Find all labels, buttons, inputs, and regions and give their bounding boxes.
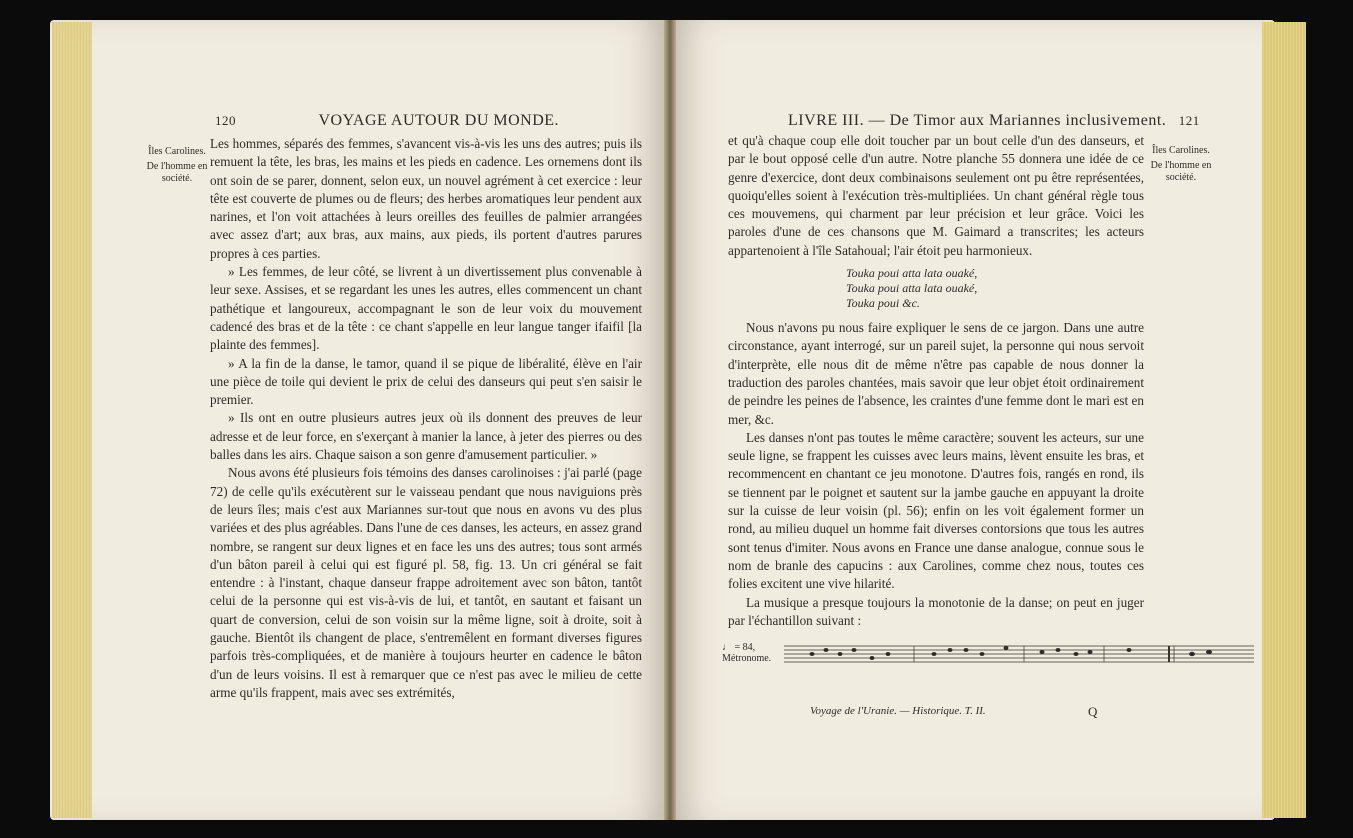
right-running-head [788, 112, 1200, 130]
metronome-marking [722, 642, 771, 664]
left-title: VOYAGE AUTOUR DU MONDE. [318, 112, 560, 129]
left-margin-note-1: Îles Carolines. [148, 146, 206, 157]
right-margin-note-2: De l'homme en société. [1150, 160, 1212, 183]
left-margin-note-2: De l'homme en société. [146, 161, 208, 184]
left-paragraph-3: » A la fin de la danse, le tamor, quand il se pique de libéralité, élève en l'air une pièce de toile qui devient le prix de celui des danseurs qui peut s'en saisir le premier. [210, 355, 642, 408]
left-page-edges [52, 22, 92, 818]
left-paragraph-4: » Ils ont en outre plusieurs autres jeux où ils donnent des preuves de leur adresse et de leur force, en s'exerçant à manier la lance, à jeter des pierres ou des balles dans les airs. Chaque saison a son genre d'amusement particulier. » [210, 410, 642, 463]
right-page-edges [1262, 22, 1306, 818]
verse-line-3: Touka poui &c. [846, 296, 920, 311]
left-paragraph-5: Nous avons été plusieurs fois témoins des danses carolinoises : j'ai parlé (page 72) de celle qu'ils exécutèrent sur le vaisseau pendant que nous naviguions près de leurs îles; mais c'est aux Mariannes sur-tout que nous en avons vu des plus variées et des plus agréables. Dans l'une de ces danses, les acteurs, en assez grand nombre, se rangent sur deux lignes et en face les uns des autres; tous sont armés d'un bâton pareil à celui qui est figuré pl. 58, fig. 13. Un cri général se fait entendre : à l'instant, chaque danseur frappe adroitement avec son bâton, tantôt celui de la personne qui est vis-à-vis de lui, et tantôt, en sautant et faisant un quart de conversion, celui de son voisin sur la même ligne, soit à droite, soit à gauche. Bientôt ils changent de place, s'entremêlent en formant diverses figures parfois très-compliquées, et de manière à toujours heurter en cadence le bâton d'un de leurs voisins. Il est à remarquer que ce n'est pas avec le milieu de cette arme qu'ils frappent, mais avec ses extrémités, [210, 465, 642, 700]
right-page-number: 121 [1178, 113, 1200, 128]
right-body-text [728, 132, 1144, 630]
left-page [50, 20, 668, 820]
right-page [670, 20, 1275, 820]
verse-line-1: Touka poui atta lata ouaké, [846, 266, 978, 281]
music-notation [722, 638, 1262, 678]
right-title: LIVRE III. — De Timor aux Mariannes inclusivement. [788, 112, 1167, 129]
signature-mark: Q [1088, 704, 1098, 719]
left-paragraph-1: Les hommes, séparés des femmes, s'avancent vis-à-vis les uns des autres; puis ils remuent la tête, les bras, les mains et les pieds en cadence. Les ornemens dont ils ont soin de se parer, donnent, selon eux, un nouvel agrément à cet exercice : leur tête est couverte de plumes ou de fleurs; des herbes aromatiques leur pendent aux narines, et l'on voit attachées à leurs oreilles des feuilles de palmier arrangées avec assez d'art; aux bras, aux mains, aux pieds, ils portent d'autres parures propres à ces parties. [210, 136, 642, 261]
left-page-number: 120 [215, 113, 236, 128]
page-footer: Voyage de l'Uranie. — Historique. T. II. [810, 705, 986, 717]
right-paragraph-1: et qu'à chaque coup elle doit toucher par un bout celle d'un des danseurs, et par le bout opposé celle d'un autre. Notre planche 55 donnera une idée de ce genre d'exercice, dont deux combinaisons seulement ont pu être représentées, quoiqu'elles soient à l'exécution très-multipliées. Un chant général règle tous ces mouvemens, qui charment par leur précision et leur grâce. Voici les paroles d'une de ces chansons que M. Gaimard a transcrites; les acteurs appartenoient à l'île Satahoual; l'air étoit peu harmonieux. [728, 133, 1144, 258]
metronome-value: ♩ = 84, [722, 642, 756, 653]
left-running-head [215, 112, 559, 130]
right-margin-note-1: Îles Carolines. [1152, 145, 1210, 156]
left-body-text [210, 135, 642, 702]
metronome-label: Métronome. [722, 653, 772, 664]
right-paragraph-3: Les danses n'ont pas toutes le même caractère; souvent les acteurs, sur une seule ligne, se frappent les cuisses avec leurs mains, lèvent ensuite les bras, et recommencent en chantant ce jeu monotone. D'autres fois, rangés en rond, ils se tiennent par le poignet et sautent sur la jambe gauche en appuyant la droite sur la cuisse de leur voisin (pl. 56); enfin on les voit également former un rond, au milieu duquel un homme fait diverses contorsions que tous les autres sont tenus d'imiter. Nous avons en France une danse analogue, connue sous le nom de branle des capucins : aux Carolines, comme chez nous, toutes ces folies excitent une vive hilarité. [728, 429, 1144, 592]
verse-line-2: Touka poui atta lata ouaké, [846, 281, 978, 296]
song-verse [846, 266, 1144, 311]
book-gutter [664, 20, 676, 820]
right-paragraph-4: La musique a presque toujours la monotonie de la danse; on peut en juger par l'échantillon suivant : [728, 594, 1144, 628]
left-paragraph-2: » Les femmes, de leur côté, se livrent à un divertissement plus convenable à leur sexe. Assises, et se regardant les unes les autres, elles commencent un chant pathétique et langoureux, accompagnant le son de leur voix du mouvement cadencé des bras et de la tête : ce chant s'appelle en leur langue tanger ifaifil [la plainte des femmes]. [210, 264, 642, 353]
music-staff [784, 640, 1254, 670]
right-paragraph-2: Nous n'avons pu nous faire expliquer le sens de ce jargon. Dans une autre circonstance, ayant interrogé, sur un pareil sujet, la personne qui nous servoit d'interprète, elle nous dit de même n'être pas capable de nous donner la traduction des paroles chantées, mais savoir que leur objet étoit ordinairement de peindre les peines de l'absence, les craintes d'une femme dont le mari est en mer, &c. [728, 320, 1144, 427]
